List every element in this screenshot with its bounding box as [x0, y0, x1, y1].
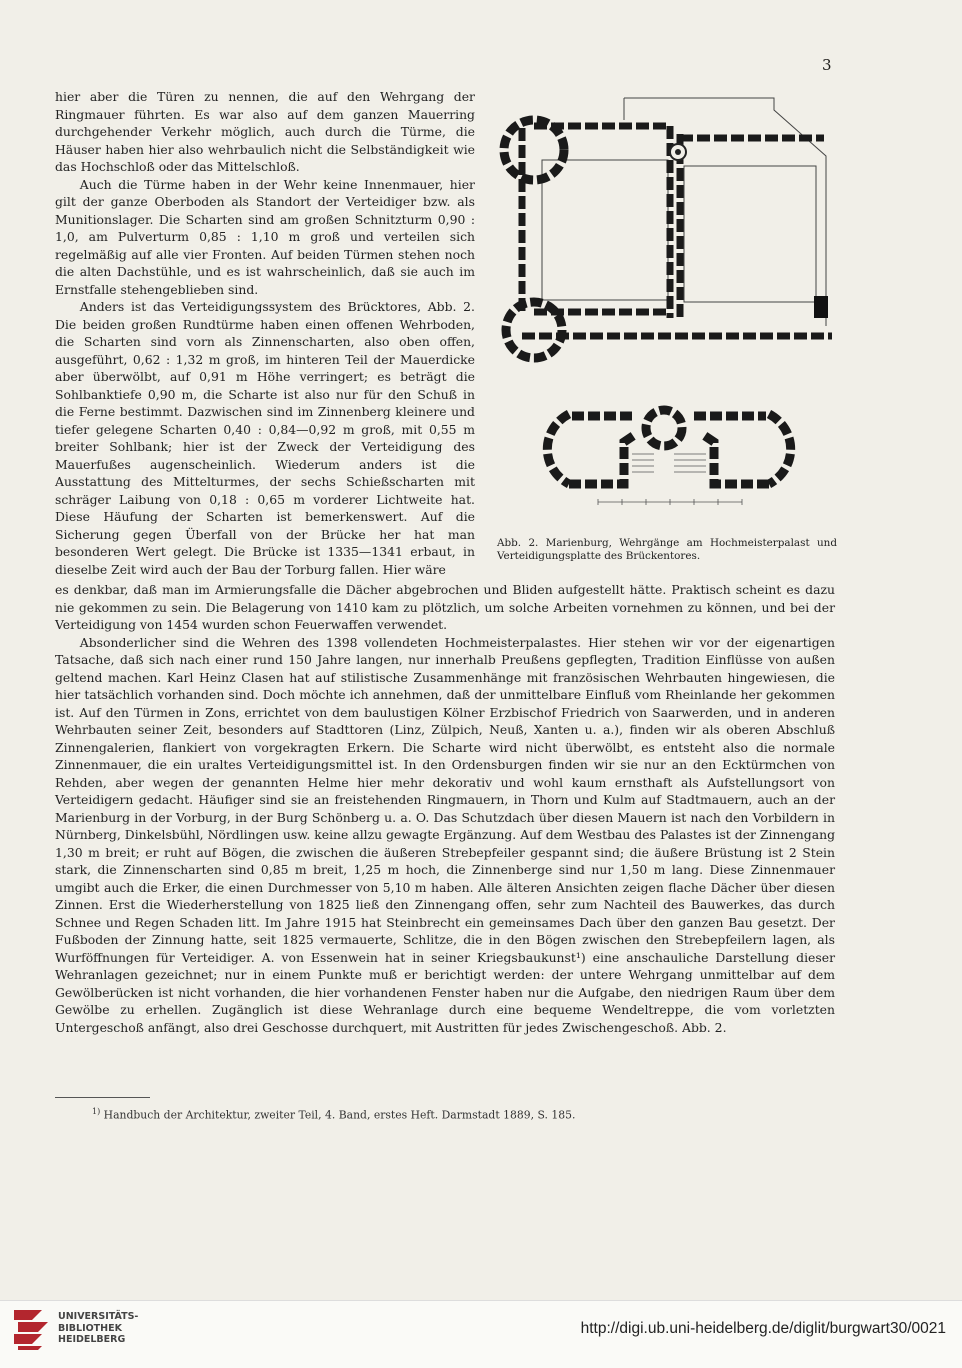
- page-number: 3: [822, 56, 832, 74]
- paragraph: Anders ist das Verteidigungssystem des Brücktores, Abb. 2. Die beiden großen Rundtürme haben einen offenen Wehrboden, die Scharten sind vorn als Zinnenscharten, also oben offen, ausgeführt, 0,62 : 1,32 m groß, im hinteren Teil der Mauerdicke aber überwölbt, auf 0,91 m Höhe verringert; es beträgt die Sohlbanktiefe 0,90 m, die Scharte ist also nur für den Schuß in die Ferne bestimmt. Dazwischen sind im Zinnenberg kleinere und tiefer gelegene Scharten 0,40 : 0,84—0,92 m groß, mit 0,55 m breiter Sohlbank; hier ist der Zweck der Verteidigung des Mauerfußes augenscheinlich. Wiederum anders ist die Ausstattung des Mittelturmes, der sechs Schießscharten mit schräger Laibung von 0,18 : 0,65 m vorderer Lichtweite hat. Diese Häufung der Scharten ist bemerkenswert. Auf die Sicherung gegen Überfall von der Brücke her hat man besonderen Wert gelegt. Die Brücke ist 1335—1341 erbaut, in dieselbe Zeit wird auch der Bau der Torburg fallen. Hier wäre: [55, 299, 475, 577]
- paragraph: Absonderlicher sind die Wehren des 1398 vollendeten Hochmeisterpalastes. Hier stehen wir vor der eigenartigen Tatsache, daß sich nach einer rund 150 Jahre langen, nur innerhalb Preußens gepflegten, Tradition Einflüsse von außen geltend machen. Karl Heinz Clasen hat auf stilistische Zusammenhänge mit französischen Wehrbauten hingewiesen, die hier tatsächlich vorhanden sind. Doch möchte ich annehmen, daß der unmittelbare Einfluß vom Rheinlande her gekommen ist. Auf den Türmen in Zons, errichtet von dem baulustigen Kölner Erzbischof Friedrich von Saarwerden, und in anderen Wehrbauten seiner Zeit, besonders auf Stadttoren (Linz, Zülpich, Neuß, Xanten u. a.), finden wir als oberen Abschluß Zinnengalerien, flankiert von vorgekragten Erkern. Die Scharte wird nicht überwölbt, es entsteht also die normale Zinnenmauer, die ein uraltes Verteidigungsmittel ist. In den Ordensburgen finden wir sie nur an den Ecktürmchen von Rehden, aber wegen der genannten Helme hier mehr dekorativ und wohl kaum ernsthaft als Aufstellungsort von Verteidigern gedacht. Häufiger sind sie an freistehenden Ringmauern, in Thorn und Kulm auf Stadtmauern, auch an der Marienburg in der Vorburg, in der Burg Schönberg u. a. O. Das Schutzdach über diesen Mauern ist nach den Vorbildern in Nürnberg, Dinkelsbühl, Nördlingen usw. keine allzu gewagte Ergänzung. Auf dem Westbau des Palastes ist der Zinnengang 1,30 m breit; er ruht auf Bögen, die zwischen die äußeren Strebepfeiler gespannt sind; die äußere Brüstung ist 2 Stein stark, die Zinnenscharten sind 0,85 m breit, 1,25 m hoch, die Zinnenberge sind nur 1,50 m lang. Diese Zinnenmauer umgibt auch die Erker, die einen Durchmesser von 5,10 m haben. Alle älteren Ansichten zeigen flache Dächer über diesen Zinnen. Erst die Wiederherstellung von 1825 ließ den Zinnengang offen, sehr zum Nachteil des Bauwerkes, das durch Schnee und Regen Schaden litt. Im Jahre 1915 hat Steinbrecht ein gemeinsames Dach über den ganzen Bau gesetzt. Der Fußboden der Zinnung hatte, seit 1825 vermauerte, Schlitze, die in den Bögen zwischen den Strebepfeilern lagen, als Wurföffnungen für Verteidiger. A. von Essenwein hat in seiner Kriegsbaukunst¹) eine anschauliche Darstellung dieser Wehranlagen gezeichnet; nur in einem Punkte muß er berichtigt werden: der untere Wehrgang unmittelbar auf dem Gewölberücken ist nicht vorhanden, die hier vorhandenen Fenster haben nur die Aufgabe, den niedrigen Raum über dem Gewölbe zu erhellen. Zugänglich ist diese Wehranlage durch eine bequeme Wendeltreppe, die vom vorletzten Untergeschoß anfängt, also drei Geschosse durchquert, mit Austritten für jedes Zwischengeschoß. Abb. 2.: [55, 634, 835, 1035]
- left-text-column: [55, 88, 475, 578]
- figure-caption: Abb. 2. Marienburg, Wehrgänge am Hochmeisterpalast und Verteidigungsplatte des Brückentores.: [497, 537, 837, 562]
- paragraph: Auch die Türme haben in der Wehr keine Innenmauer, hier gilt der ganze Oberboden als Standort der Verteidiger bzw. als Munitionslager. Die Scharten sind am großen Schnitzturm 0,90 : 1,0, am Pulverturm 0,85 : 1,10 m groß und verteilen sich regelmäßig auf alle vier Fronten. Auf beiden Türmen stehen noch die alten Dachstühle, und es ist wahrscheinlich, daß sie auch im Ernstfalle stehengeblieben sind.: [55, 176, 475, 297]
- paragraph: es denkbar, daß man im Armierungsfalle die Dächer abgebrochen und Bliden aufgestellt hätte. Praktisch scheint es dazu nie gekommen zu sein. Die Belagerung von 1410 kam zu plötzlich, um solche Arbeiten vornehmen zu können, und bei der Verteidigung von 1454 wurden schon Feuerwaffen verwendet.: [55, 582, 835, 632]
- gate-platform-figure: [524, 392, 814, 522]
- university-library-logo-icon: [8, 1306, 54, 1352]
- library-name-line: BIBLIOTHEK: [58, 1322, 122, 1334]
- library-name: [58, 1311, 138, 1346]
- footnote-text: Handbuch der Architektur, zweiter Teil, 4. Band, erstes Heft. Darmstadt 1889, S. 185.: [103, 1108, 576, 1122]
- footnote-rule: [55, 1097, 150, 1098]
- footnote: [92, 1107, 792, 1122]
- library-name-line: HEIDELBERG: [58, 1334, 126, 1345]
- source-url-link[interactable]: http://digi.ub.uni-heidelberg.de/diglit/burgwart30/0021: [580, 1320, 946, 1337]
- floor-plan-figure: [494, 86, 844, 386]
- footnote-mark: 1): [92, 1107, 101, 1116]
- library-name-line: UNIVERSITÄTS-: [58, 1311, 139, 1322]
- paragraph: hier aber die Türen zu nennen, die auf den Wehrgang der Ringmauer führten. Es war also auf dem ganzen Mauerring durchgehender Verkehr möglich, auch durch die Türme, die Häuser haben hier also wehrbaulich nicht die Selbständigkeit wie das Hochschloß oder das Mittelschloß.: [55, 89, 475, 174]
- full-width-text: [55, 581, 835, 1036]
